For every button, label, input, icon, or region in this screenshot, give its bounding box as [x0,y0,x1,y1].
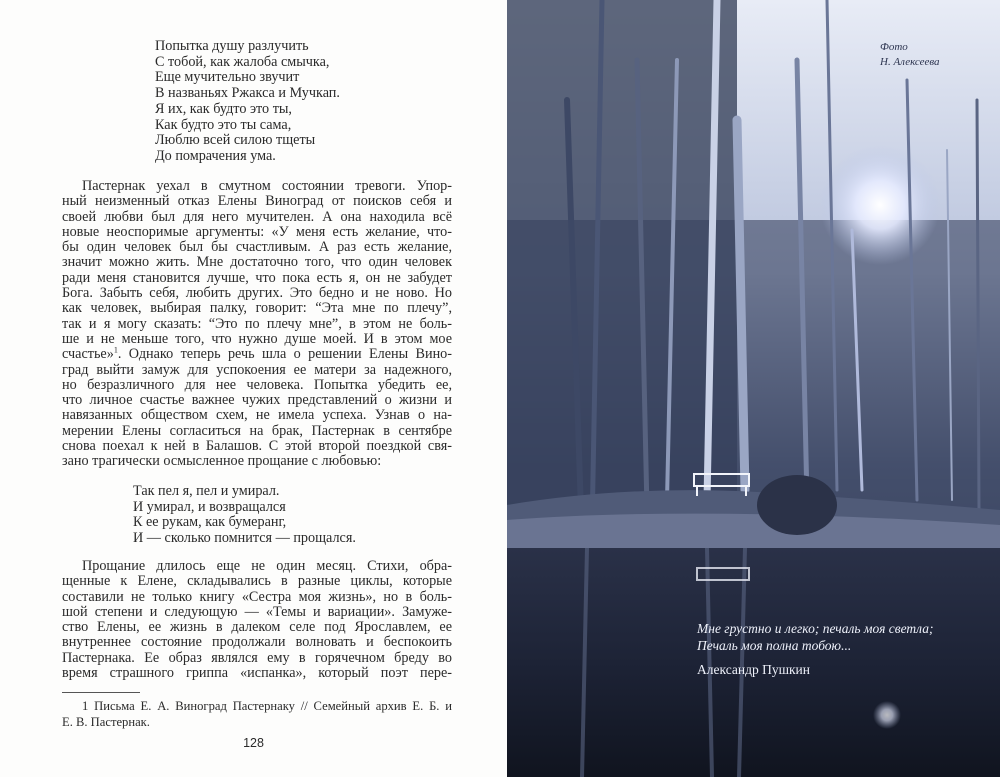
photo-image [507,0,1000,777]
epigraph-line: Печаль моя полна тобою... [697,638,852,653]
poem-line: К ее рукам, как бумеранг, [133,514,287,531]
credit-label: Фото [880,41,908,53]
text-line: Пастернака. Ее образ являлся ему в горячечном бреду во [62,649,452,666]
text-line: что личное счастье важнее чужих представлений о жизни и [62,392,452,409]
page-number: 128 [243,736,264,750]
poem-2 [133,484,356,547]
poem-line: До помрачения ума. [155,147,276,164]
poem-line: Как будто это ты сама, [155,116,292,133]
epigraph [697,620,933,654]
text-line: ше и не меньше того, что нужно душе моей. И в этом мое [62,330,452,347]
text-line: значит можно жить. Мне достаточно того, что один человек [62,254,452,271]
text-line: щенные к Елене, складывались в разные циклы, которые [62,573,452,590]
text-line: так и я могу сказать: “Это по плечу мне”, в этом не боль- [62,315,452,332]
text-line: Бога. Забыть себя, любить других. Это бедно и не ново. Но [62,285,452,302]
text-line: Прощание длилось еще не один месяц. Стихи, обра- [82,558,452,574]
text-line: своей любви был для него мучителен. А она находила всё [62,208,452,225]
footnote [62,698,452,730]
footnote-line: 1 Письма Е. А. Виноград Пастернаку // Семейный архив Е. Б. и [82,699,452,713]
text-line: составили не только книгу «Сестра моя жизнь», но в боль- [62,588,452,605]
poem-line: Так пел я, пел и умирал. [133,483,280,499]
text-line [62,347,452,362]
text-line: шой степени и следующую — «Темы и вариации». Замуже- [62,603,452,620]
forest-lake-photo [507,0,1000,777]
text-line: мерении Елены согласиться на брак, Пастернак в сентябре [62,422,452,439]
text-fragment: . Однако теперь речь шла о решении Елены Вино- [117,346,452,363]
poem-line: В названьях Ржакса и Мучкап. [155,85,340,102]
text-line: бы один человек был бы счастливым. А раз есть желание, [62,239,452,256]
credit-name: Н. Алексеева [880,56,940,68]
text-line: зано трагически осмысленное прощание с любовью: [62,453,382,470]
photo-credit [880,40,940,70]
poem-line: Я их, как будто это ты, [155,100,292,117]
poem-line: И умирал, и возвращался [133,498,286,515]
text-line: как человек, выбирая палку, говорит: “Эта мне по плечу”, [62,300,452,317]
epigraph-line: Мне грустно и легко; печаль моя светла; [697,621,934,636]
text-line: град выйти замуж для успокоения ее матери за надежного, [62,361,452,378]
text-line: Пастернак уехал в смутном состоянии тревоги. Упор- [82,178,452,194]
poem-line: Люблю всей силою тщеты [155,132,316,149]
text-line: время страшного гриппа «испанка», который поэт пере- [62,665,452,682]
poem-line: С тобой, как жалоба смычка, [155,53,330,70]
poem-line: Еще мучительно звучит [155,69,300,86]
footnote-line: Е. В. Пастернак. [62,715,150,729]
text-line: навязанных обществом схем, не имела успеха. Узнав о на- [62,407,452,424]
text-line: ради меня становится лучше, что пока есть я, он не забудет [62,269,452,286]
paragraph-2 [62,559,452,681]
text-line: новые неоспоримые аргументы: «У меня есть желание, что- [62,223,452,240]
paragraph-1 [62,179,452,470]
poem-line: Попытка душу разлучить [155,38,309,54]
footnote-ref[interactable]: 1 [113,345,118,355]
text-line: ство Елены, ее жизнь в далеком селе под Ярославлем, ее [62,619,452,636]
text-fragment: счастье» [62,346,114,363]
poem-1 [155,39,340,165]
footnote-divider [62,692,140,693]
epigraph-author: Александр Пушкин [697,662,810,677]
text-line: но безразличного для нее человека. Попытка убедить ее, [62,376,452,393]
text-line: ный неизменный отказ Елены Виноград от поисков себя и [62,193,452,210]
poem-line: И — сколько помнится — прощался. [133,530,356,547]
text-line: снова поехал к ней в Балашов. С этой второй поездкой свя- [62,438,452,455]
text-line: внутреннее состояние продолжали волновать и беспокоить [62,634,452,651]
